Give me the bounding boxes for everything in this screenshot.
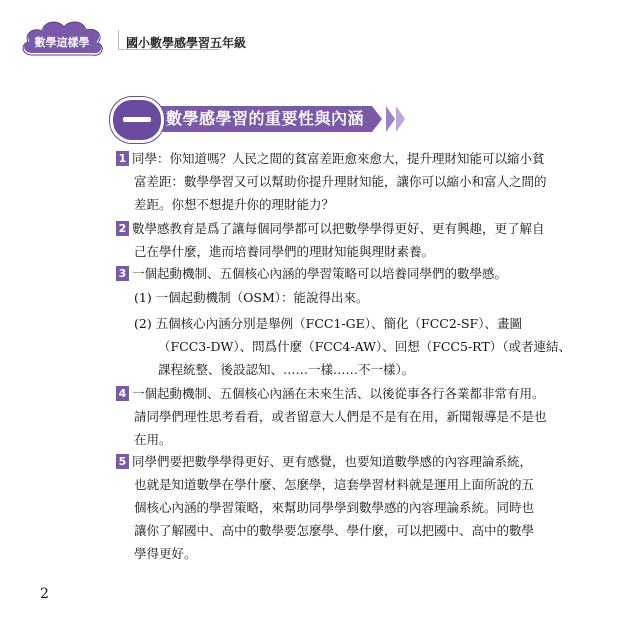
paragraph-number: 2 xyxy=(116,221,129,236)
chevron-icon xyxy=(386,106,395,132)
list-item xyxy=(134,286,566,309)
paragraph-line: 同學們要把數學學得更好、更有感覺，也要知道數學感的內容理論系統， xyxy=(132,454,533,469)
paragraph-line: 一個起動機制、五個核心內涵的學習策略可以培養同學們的數學感。 xyxy=(132,266,508,281)
section-number-symbol xyxy=(123,117,151,122)
paragraph-line: 數學感教育是爲了讓每個同學都可以把數學學得更好、更有興趣，更了解自 xyxy=(132,221,545,236)
list-item-line: 課程統整、後設認知、……一樣……不一樣）。 xyxy=(158,362,415,377)
section-number-badge xyxy=(110,97,164,143)
section-banner xyxy=(104,97,404,139)
header-divider-vertical xyxy=(118,30,119,50)
paragraph-line: 差距。你想不想提升你的理財能力？ xyxy=(134,197,335,212)
list-item-line: (1) 一個起動機制（OSM）：能說得出來。 xyxy=(134,290,369,305)
paragraph-5 xyxy=(116,450,568,565)
paragraph-number: 5 xyxy=(116,454,129,469)
paragraph-line: 個核心內涵的學習策略，來幫助同學學到數學感的內容理論系統。同時也 xyxy=(134,500,535,515)
paragraph-number: 4 xyxy=(116,386,129,401)
paragraph-3 xyxy=(116,262,568,285)
paragraph-4 xyxy=(116,382,568,451)
header-badge xyxy=(18,14,106,66)
page-number: 2 xyxy=(40,586,49,602)
paragraph-line: 學得更好。 xyxy=(134,546,197,561)
paragraph-line: 一個起動機制、五個核心內涵在未來生活、以後從事各行各業都非常有用。 xyxy=(132,386,545,401)
paragraph-line: 在用。 xyxy=(134,432,172,447)
paragraph-line: 己在學什麼，進而培養同學們的理財知能與理財素養。 xyxy=(134,244,435,259)
paragraph-line: 讓你了解國中、高中的數學要怎麼學、學什麼，可以把國中、高中的數學 xyxy=(134,523,535,538)
chevron-icon xyxy=(396,106,405,132)
paragraph-1 xyxy=(116,147,568,216)
paragraph-number: 3 xyxy=(116,266,129,281)
header-divider xyxy=(118,49,220,50)
paragraph-line: 也就是知道數學在學什麼、怎麼學，這套學習材料就是運用上面所說的五 xyxy=(134,477,535,492)
badge-text: 數學這樣學 xyxy=(34,36,90,49)
paragraph-2 xyxy=(116,217,568,263)
book-title: 國小數學感學習五年級 xyxy=(126,36,247,50)
section-title: 數學感學習的重要性與內涵 xyxy=(166,109,365,128)
paragraph-line: 請同學們理性思考看看，或者留意大人們是不是有在用，新聞報導是不是也 xyxy=(134,409,547,424)
list-item-line: (2) 五個核心內涵分別是舉例（FCC1-GE）、簡化（FCC2-SF）、畫圖 xyxy=(134,316,522,331)
paragraph-number: 1 xyxy=(116,151,129,166)
list-item-line: （FCC3-DW）、問爲什麼（FCC4-AW）、回想（FCC5-RT）（或者連結、 xyxy=(158,339,571,354)
list-item xyxy=(134,312,571,381)
paragraph-line: 同學：你知道嗎？人民之間的貧富差距愈來愈大，提升理財知能可以縮小貧 xyxy=(132,151,545,166)
paragraph-line: 富差距：數學學習又可以幫助你提升理財知能，讓你可以縮小和富人之間的 xyxy=(134,174,547,189)
